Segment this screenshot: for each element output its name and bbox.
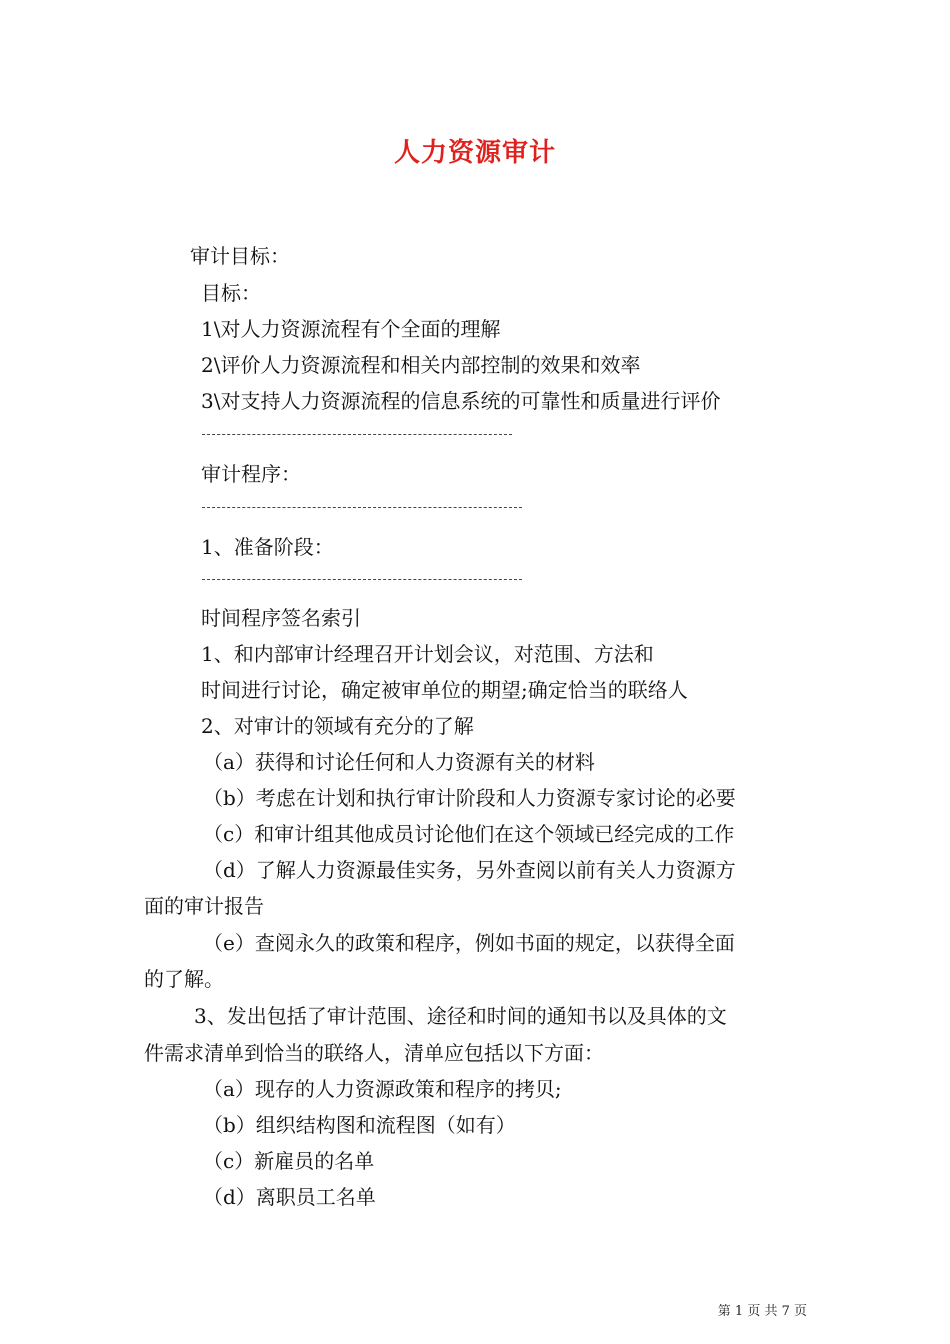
text-line: 审计目标： — [190, 244, 290, 268]
dashed-divider — [202, 434, 512, 435]
text-line: 2\评价人力资源流程和相关内部控制的效果和效率 — [201, 353, 641, 377]
text-line: 3、发出包括了审计范围、途径和时间的通知书以及具体的文 — [194, 1004, 727, 1028]
text-line: （d）离职员工名单 — [203, 1185, 376, 1209]
text-line: 2、对审计的领域有充分的了解 — [201, 714, 474, 738]
text-line: 1、和内部审计经理召开计划会议，对范围、方法和 — [201, 642, 654, 666]
text-line: 时间进行讨论，确定被审单位的期望;确定恰当的联络人 — [201, 678, 688, 702]
text-line: （d）了解人力资源最佳实务，另外查阅以前有关人力资源方 — [203, 858, 736, 882]
text-line: 1、准备阶段： — [201, 535, 334, 559]
text-line: 3\对支持人力资源流程的信息系统的可靠性和质量进行评价 — [201, 389, 721, 413]
page-number-footer: 第 1 页 共 7 页 — [717, 1304, 807, 1319]
text-line: （b）考虑在计划和执行审计阶段和人力资源专家讨论的必要 — [203, 786, 736, 810]
text-line: 的了解。 — [144, 967, 224, 991]
text-line: （a）现存的人力资源政策和程序的拷贝; — [203, 1077, 562, 1101]
text-line: （c）新雇员的名单 — [203, 1149, 375, 1173]
dashed-divider — [202, 507, 522, 508]
text-line: （b）组织结构图和流程图（如有） — [203, 1113, 516, 1137]
text-line: 件需求清单到恰当的联络人，清单应包括以下方面： — [144, 1041, 604, 1065]
page-title: 人力资源审计 — [393, 138, 556, 168]
text-line: （e）查阅永久的政策和程序，例如书面的规定，以获得全面 — [203, 931, 735, 955]
text-line: （c）和审计组其他成员讨论他们在这个领域已经完成的工作 — [203, 822, 735, 846]
text-line: 面的审计报告 — [144, 894, 264, 918]
text-line: 目标： — [201, 281, 261, 305]
text-line: （a）获得和讨论任何和人力资源有关的材料 — [203, 750, 595, 774]
text-line: 1\对人力资源流程有个全面的理解 — [201, 317, 501, 341]
text-line: 审计程序： — [201, 462, 301, 486]
text-line: 时间程序签名索引 — [201, 606, 361, 630]
dashed-divider — [202, 579, 522, 580]
